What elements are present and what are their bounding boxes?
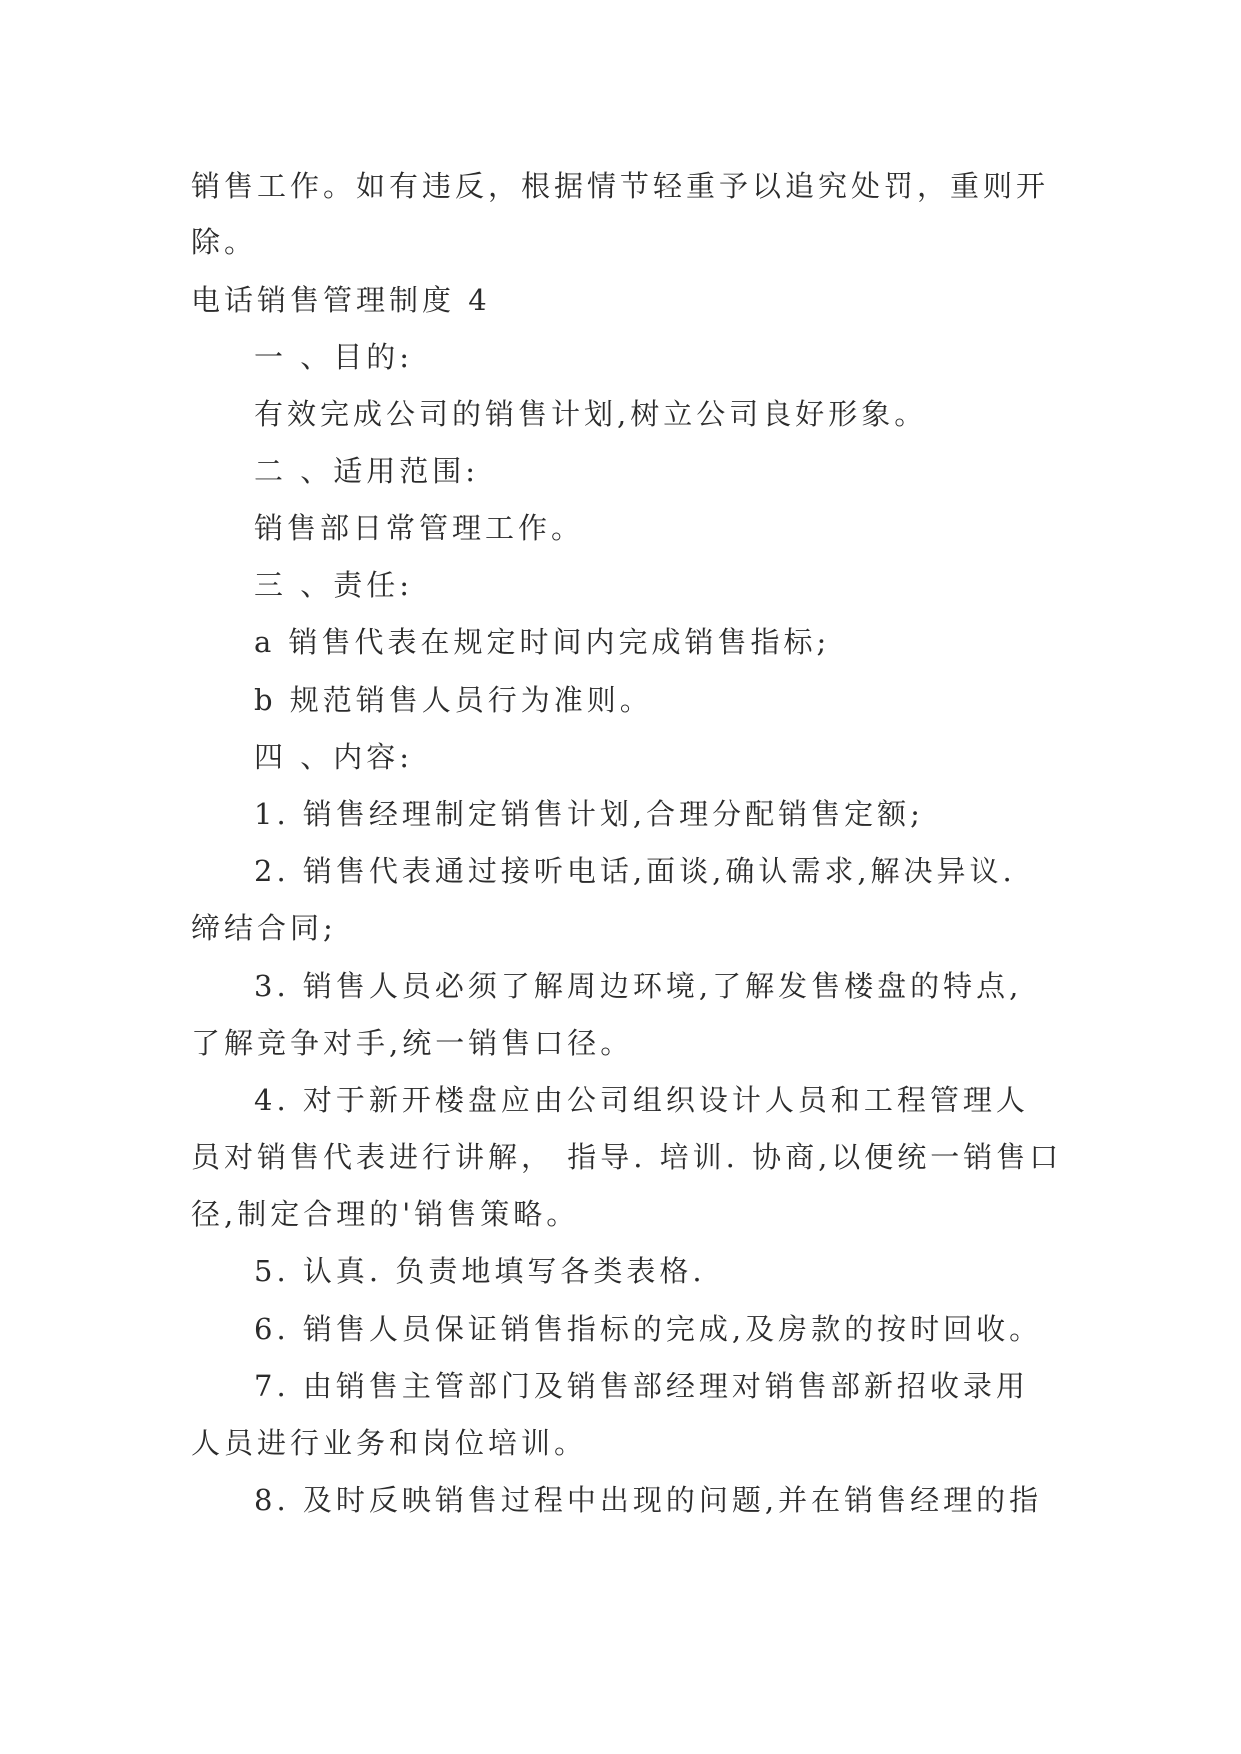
text-line: 员对销售代表进行讲解， 指导. 培训. 协商,以便统一销售口 — [191, 1140, 1063, 1174]
text-line: 除。 — [191, 225, 258, 259]
text-line: 了解竞争对手,统一销售口径。 — [191, 1026, 634, 1060]
list-item: 7. 由销售主管部门及销售部经理对销售部新招收录用 — [254, 1369, 1029, 1403]
text-line: 人员进行业务和岗位培训。 — [191, 1426, 588, 1460]
list-item: 1. 销售经理制定销售计划,合理分配销售定额; — [254, 797, 924, 831]
list-item: 2. 销售代表通过接听电话,面谈,确认需求,解决异议. — [254, 854, 1016, 888]
section-heading: 一 、目的: — [254, 340, 413, 374]
list-item: a 销售代表在规定时间内完成销售指标; — [254, 625, 831, 659]
section-title: 电话销售管理制度 4 — [191, 283, 491, 317]
text-line: 销售部日常管理工作。 — [254, 511, 585, 545]
list-item: b 规范销售人员行为准则。 — [254, 683, 653, 717]
text-line: 径,制定合理的'销售策略。 — [191, 1197, 580, 1231]
section-heading: 三 、责任: — [254, 568, 413, 602]
list-item: 3. 销售人员必须了解周边环境,了解发售楼盘的特点, — [254, 969, 1023, 1003]
list-item: 6. 销售人员保证销售指标的完成,及房款的按时回收。 — [254, 1312, 1043, 1346]
text-line: 缔结合同; — [191, 911, 337, 945]
section-heading: 四 、内容: — [254, 740, 413, 774]
section-heading: 二 、适用范围: — [254, 454, 479, 488]
list-item: 5. 认真. 负责地填写各类表格. — [254, 1254, 706, 1288]
text-line: 销售工作。如有违反，根据情节轻重予以追究处罚，重则开 — [191, 169, 1050, 203]
list-item: 4. 对于新开楼盘应由公司组织设计人员和工程管理人 — [254, 1083, 1029, 1117]
list-item: 8. 及时反映销售过程中出现的问题,并在销售经理的指 — [254, 1483, 1043, 1517]
text-line: 有效完成公司的销售计划,树立公司良好形象。 — [254, 397, 928, 431]
